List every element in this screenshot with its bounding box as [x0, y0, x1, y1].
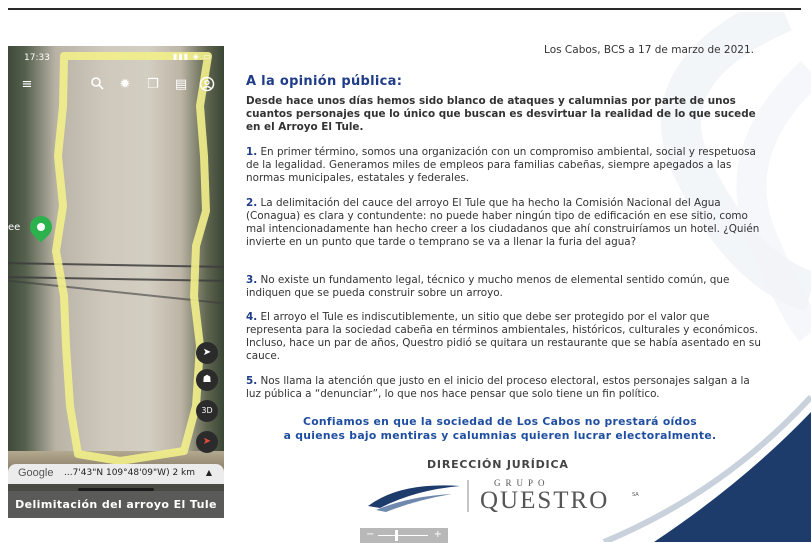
- signature-department: DIRECCIÓN JURÍDICA: [427, 458, 569, 471]
- caption-strip: [8, 491, 224, 518]
- map-footer: [8, 464, 224, 484]
- zoom-thumb[interactable]: [395, 530, 398, 541]
- calendar-icon[interactable]: ▤: [174, 77, 188, 92]
- map-toolbar: [8, 76, 224, 100]
- expand-arrow-icon[interactable]: ▲: [205, 468, 212, 477]
- zoom-out-button[interactable]: −: [366, 529, 375, 540]
- zoom-track[interactable]: [378, 535, 428, 536]
- closing-statement: [240, 415, 760, 443]
- paragraph-number: 1.: [246, 146, 258, 158]
- status-time: 17:33: [24, 53, 50, 63]
- paragraph-number: 3.: [246, 274, 258, 286]
- paragraph-number: 2.: [246, 197, 258, 209]
- account-icon[interactable]: [198, 76, 216, 94]
- google-logo: Google: [18, 467, 54, 479]
- paragraph-text: El arroyo el Tule es indiscutiblemente, un sitio que debe ser protegido por el valor que representa para la sociedad cabeña en términos ambientales, históricos, culturales y económicos. Incluso, hace un par de años, Questro pidió se quitara un restaurante que se había asentado en su cauce.: [246, 311, 761, 362]
- logo-questro: QUESTRO: [480, 487, 610, 514]
- paragraph-number: 5.: [246, 375, 258, 387]
- top-rule: [8, 8, 801, 10]
- paragraph-4: [246, 311, 766, 363]
- paragraph-number: 4.: [246, 311, 258, 323]
- arroyo-boundary: [8, 46, 224, 484]
- paragraph-text: La delimitación del cauce del arroyo El Tule que ha hecho la Comisión Nacional del Agua (Conagua) es clara y contundente: no puede haber ningún tipo de edificación en ese sitio, como mal intencionadamente han hecho creer a los ciudadanos que ahí construiríamos un hotel. ¿Quién invierte en un punto que tarde o temprano se va a llenar la furia del agua?: [246, 197, 760, 248]
- map-caption: Delimitación del arroyo El Tule: [15, 498, 217, 511]
- 3d-button[interactable]: 3D: [196, 400, 218, 422]
- paragraph-3: [246, 274, 766, 300]
- paragraph-1: [246, 146, 766, 185]
- logo-sa: SA: [632, 492, 639, 498]
- pin-label: ee: [8, 222, 21, 233]
- sun-icon[interactable]: ✹: [119, 77, 131, 92]
- status-bar: [8, 46, 224, 68]
- closing-line-2: a quienes bajo mentiras y calumnias quieren lucrar electoralmente.: [283, 429, 717, 442]
- logo-grupo: GRUPO: [494, 478, 550, 488]
- satellite-map[interactable]: [8, 46, 224, 484]
- closing-line-1: Confiamos en que la sociedad de Los Cabos no prestará oídos: [302, 415, 698, 428]
- menu-icon[interactable]: ≡: [21, 77, 33, 92]
- status-icons: ▮▮▮ ◈ ▭: [172, 52, 212, 61]
- paragraph-2: [246, 197, 766, 249]
- letter-intro: Desde hace unos días hemos sido blanco de ataques y calumnias por parte de unos cuantos personajes que lo único que buscan es desvirtuar la realidad de lo que sucede en el Arroyo El Tule.: [246, 95, 756, 133]
- layers-icon[interactable]: ❒: [147, 77, 159, 92]
- letter-greeting: A la opinión pública:: [246, 74, 403, 89]
- zoom-slider[interactable]: [360, 528, 448, 543]
- coordinates-readout: [64, 468, 195, 478]
- street-view-button[interactable]: ☗: [196, 369, 218, 391]
- paragraph-text: Nos llama la atención que justo en el inicio del proceso electoral, estos personajes salgan a la luz pública a “denunciar”, lo que nos hace pensar que solo tiene un fin político.: [246, 375, 750, 400]
- coordinates-text: ...7'43"N 109°48'09"W): [64, 468, 170, 478]
- compass-button[interactable]: ➤: [196, 431, 218, 453]
- search-icon[interactable]: [88, 76, 106, 94]
- scale-text: 2 km: [172, 468, 196, 478]
- paragraph-5: [246, 375, 766, 401]
- map-screenshot: [8, 46, 224, 518]
- zoom-in-button[interactable]: +: [433, 529, 442, 540]
- paragraph-text: En primer término, somos una organización con un compromiso ambiental, social y respetuosa de la legalidad. Generamos miles de empleos para familias cabeñas, siempre apegados a las normas municipales, estatales y federales.: [246, 146, 756, 184]
- letter-date: Los Cabos, BCS a 17 de marzo de 2021.: [544, 44, 754, 56]
- paragraph-text: No existe un fundamento legal, técnico y mucho menos de elemental sentido común, que indiquen que se pueda construir sobre un arroyo.: [246, 274, 730, 299]
- locate-button[interactable]: ➤: [196, 342, 218, 364]
